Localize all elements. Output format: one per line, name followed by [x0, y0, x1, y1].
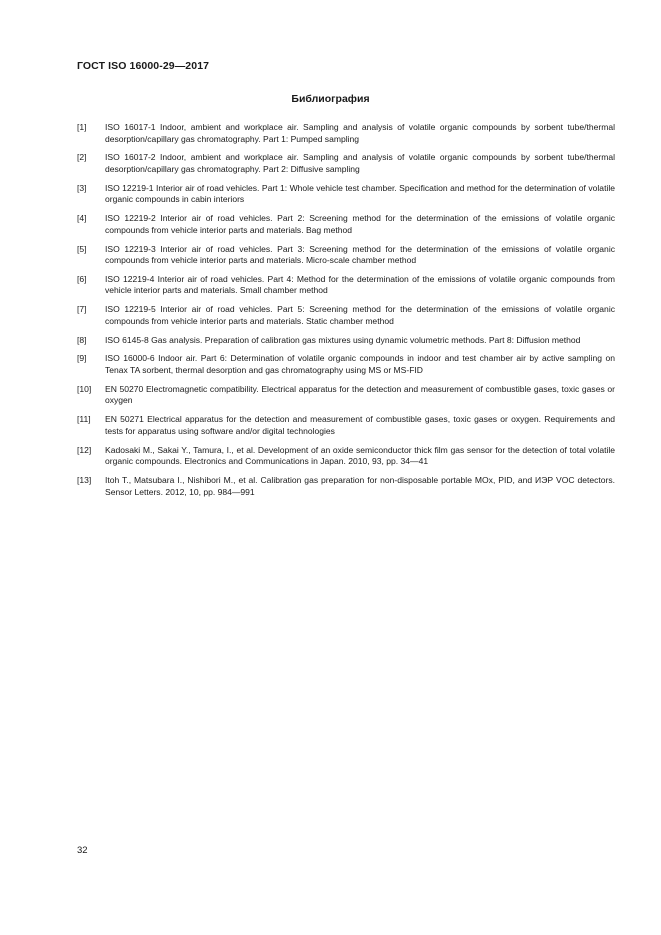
entry-text: Itoh T., Matsubara I., Nishibori M., et al. Calibration gas preparation for non-disposable portable MOx, PID, and ИЭР VOC detectors. Sensor Letters. 2012, 10, pp. 984—991	[105, 474, 615, 497]
entry-number: [9]	[77, 353, 87, 364]
entry-text: EN 50270 Electromagnetic compatibility. Electrical apparatus for the detection and measurement of combustible gases, toxic gases or oxygen	[105, 383, 615, 406]
bibliography-entry	[77, 122, 615, 145]
entry-text: ISO 16000-6 Indoor air. Part 6: Determination of volatile organic compounds in indoor and test chamber air by active sampling on Tenax TA sorbent, thermal desorption and gas chromatography using MS or MS-FID	[105, 353, 615, 375]
entry-number: [3]	[77, 182, 87, 193]
bibliography-list	[77, 122, 615, 505]
page-number: 32	[77, 845, 88, 856]
entry-number: [4]	[77, 213, 87, 224]
entry-text: ISO 6145-8 Gas analysis. Preparation of calibration gas mixtures using dynamic volumetric methods. Part 8: Diffusion method	[105, 334, 581, 345]
entry-text: ISO 16017-1 Indoor, ambient and workplace air. Sampling and analysis of volatile organic compounds by sorbent tube/thermal desorption/capillary gas chromatography. Part 1: Pumped sampling	[105, 122, 615, 144]
bibliography-entry	[77, 475, 615, 498]
entry-number: [12]	[77, 444, 92, 455]
section-title: Библиография	[291, 93, 370, 105]
bibliography-entry	[77, 274, 615, 297]
bibliography-entry	[77, 353, 615, 376]
entry-text: ISO 12219-1 Interior air of road vehicles. Part 1: Whole vehicle test chamber. Specification and method for the determination of volatile organic compounds in cabin interiors	[105, 182, 615, 205]
entry-text: Kadosaki M., Sakai Y., Tamura, I., et al. Development of an oxide semiconductor thick film gas sensor for the detection of total volatile organic compounds. Electronics and Communications in Japan. 2010, 93, pp. 34—41	[105, 444, 615, 467]
entry-number: [13]	[77, 474, 92, 485]
entry-text: ISO 12219-5 Interior air of road vehicles. Part 5: Screening method for the determination of the emissions of volatile organic compounds from vehicle interior parts and materials. Static chamber method	[105, 304, 615, 326]
entry-number: [8]	[77, 334, 87, 345]
entry-text: ISO 12219-3 Interior air of road vehicles. Part 3: Screening method for the determination of the emissions of volatile organic compounds from vehicle interior parts and materials. Micro-scale chamber method	[105, 243, 615, 266]
standard-code-header: ГОСТ ISO 16000-29—2017	[77, 60, 210, 72]
bibliography-entry	[77, 445, 615, 468]
bibliography-entry	[77, 244, 615, 267]
entry-text: ISO 12219-2 Interior air of road vehicles. Part 2: Screening method for the determination of the emissions of volatile organic compounds from vehicle interior parts and materials. Bag method	[105, 213, 615, 235]
entry-text: EN 50271 Electrical apparatus for the detection and measurement of combustible gases, toxic gases or oxygen. Requirements and tests for apparatus using software and/or digital technologies	[105, 414, 615, 436]
entry-number: [5]	[77, 243, 87, 254]
bibliography-entry	[77, 152, 615, 175]
bibliography-entry	[77, 304, 615, 327]
bibliography-entry	[77, 414, 615, 437]
entry-number: [6]	[77, 273, 87, 284]
entry-text: ISO 12219-4 Interior air of road vehicles. Part 4: Method for the determination of the emissions of volatile organic compounds from vehicle interior parts and materials. Small chamber method	[105, 273, 615, 296]
entry-number: [10]	[77, 383, 92, 394]
bibliography-entry	[77, 183, 615, 206]
entry-number: [2]	[77, 152, 87, 163]
entry-number: [1]	[77, 122, 87, 132]
entry-number: [7]	[77, 304, 87, 315]
entry-number: [11]	[77, 414, 91, 425]
entry-text: ISO 16017-2 Indoor, ambient and workplace air. Sampling and analysis of volatile organic compounds by sorbent tube/thermal desorption/capillary gas chromatography. Part 2: Diffusive sampling	[105, 152, 615, 174]
bibliography-entry	[77, 335, 615, 347]
bibliography-entry	[77, 384, 615, 407]
bibliography-entry	[77, 213, 615, 236]
